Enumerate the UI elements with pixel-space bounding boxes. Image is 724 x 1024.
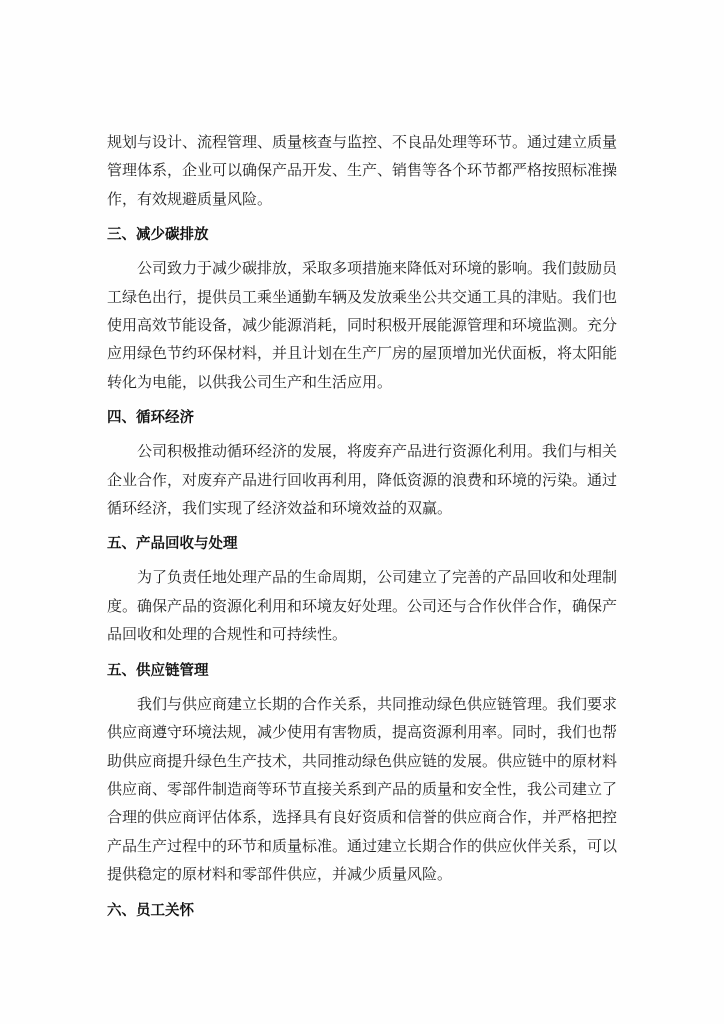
section-heading-reduce-carbon: 三、减少碳排放 [107,227,209,244]
section-body-supply-chain: 我们与供应商建立长期的合作关系，共同推动绿色供应链管理。我们要求供应商遵守环境法规，减少使用有害物质，提高资源利用率。同时，我们也帮助供应商提升绿色生产技术，共同推动绿色供应链的发展。供应链中的原材料供应商、零部件制造商等环节直接关系到产品的质量和安全性，我公司建立了合理的供应商评估体系，选择具有良好资质和信誉的供应商合作，并严格把控产品生产过程中的环节和质量标准。通过建立长期合作的供应伙伴关系，可以提供稳定的原材料和零部件供应，并减少质量风险。 [107,694,618,884]
section-heading-product-recycling: 五、产品回收与处理 [107,536,238,553]
section-heading-supply-chain: 五、供应链管理 [107,662,209,679]
intro-paragraph: 规划与设计、流程管理、质量核查与监控、不良品处理等环节。通过建立质量管理体系，企业可以确保产品开发、生产、销售等各个环节都严格按照标准操作，有效规避质量风险。 [107,133,618,208]
document-content [107,128,617,925]
section-body-product-recycling: 为了负责任地处理产品的生命周期，公司建立了完善的产品回收和处理制度。确保产品的资源化利用和环境友好处理。公司还与合作伙伴合作，确保产品回收和处理的合规性和可持续性。 [107,568,618,644]
section-heading-circular-economy: 四、循环经济 [107,410,194,427]
section-body-circular-economy: 公司积极推动循环经济的发展，将废弃产品进行资源化利用。我们与相关企业合作，对废弃产品进行回收再利用，降低资源的浪费和环境的污染。通过循环经济，我们实现了经济效益和环境效益的双赢。 [107,442,618,518]
section-heading-employee-care: 六、员工关怀 [107,902,194,919]
section-body-reduce-carbon: 公司致力于减少碳排放，采取多项措施来降低对环境的影响。我们鼓励员工绿色出行，提供员工乘坐通勤车辆及发放乘坐公共交通工具的津贴。我们也使用高效节能设备，减少能源消耗，同时积极开展能源管理和环境监测。充分应用绿色节约环保材料，并且计划在生产厂房的屋顶增加光伏面板，将太阳能转化为电能，以供我公司生产和生活应用。 [107,259,618,391]
